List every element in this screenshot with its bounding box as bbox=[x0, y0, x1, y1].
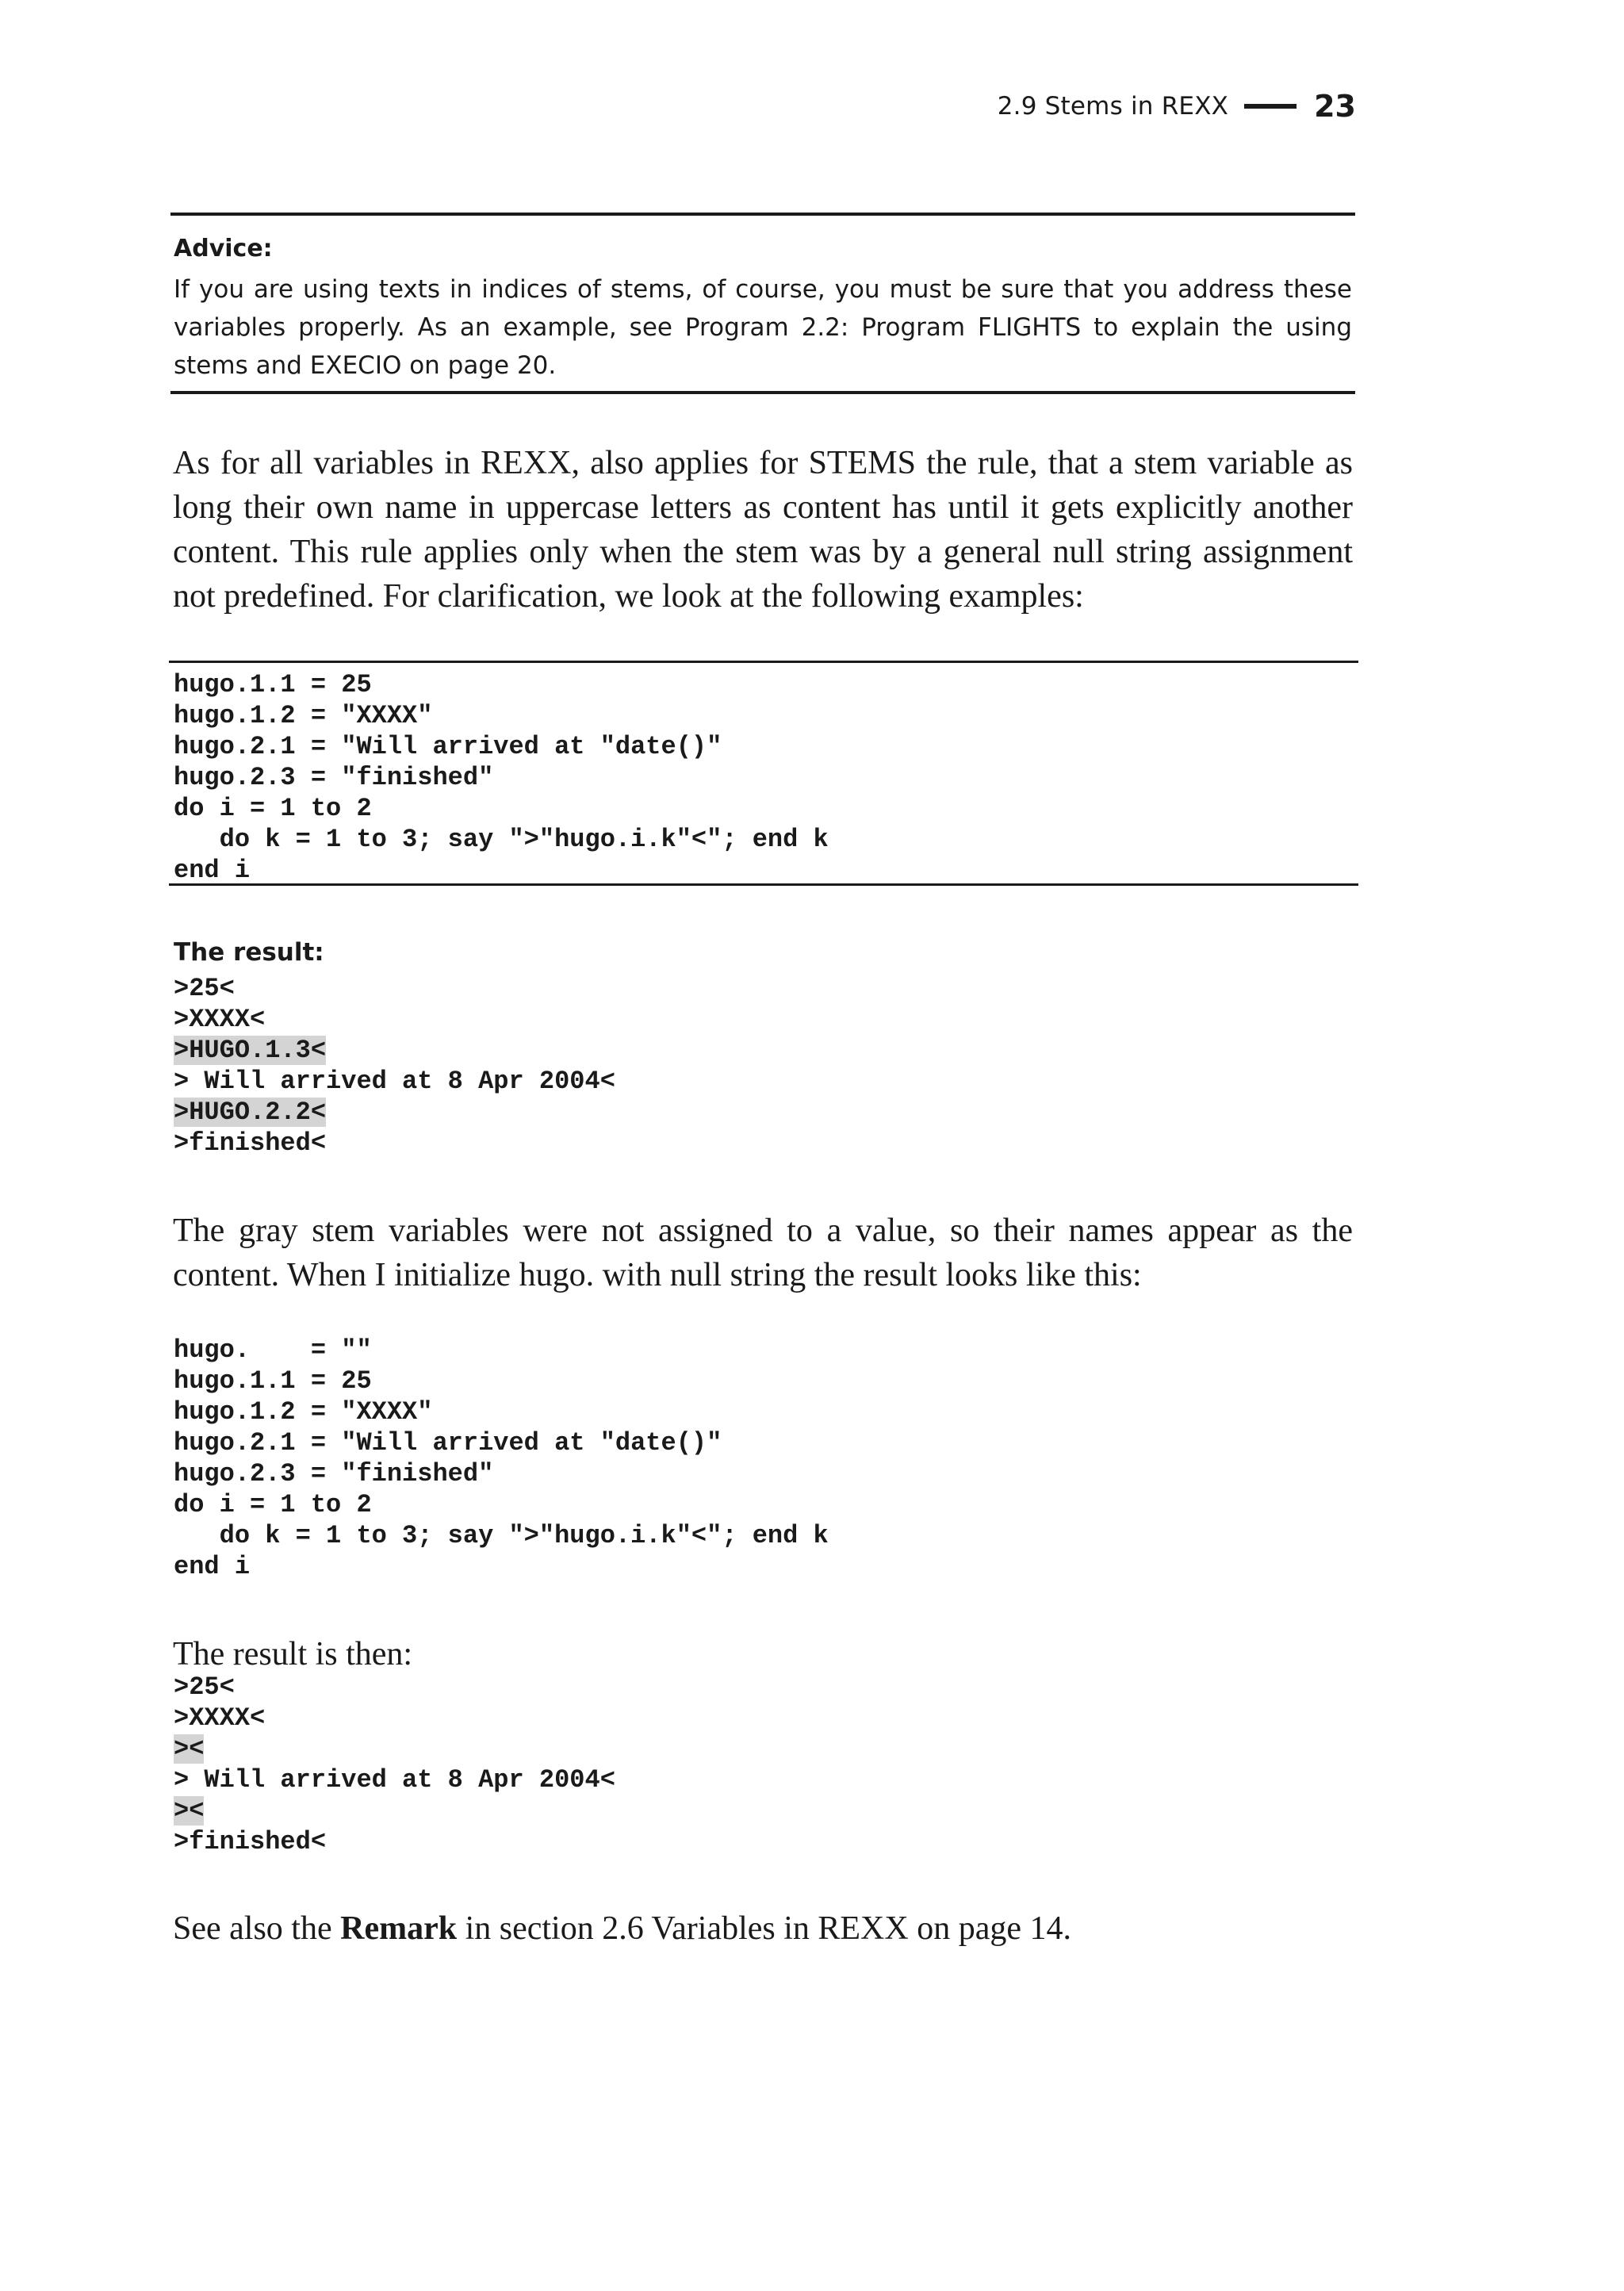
result-label: The result: bbox=[174, 938, 324, 967]
code-line: do i = 1 to 2 bbox=[174, 794, 372, 823]
output-line bbox=[174, 1764, 615, 1795]
code-line: end i bbox=[174, 1552, 251, 1581]
output-line bbox=[174, 1066, 615, 1097]
result-then-label: The result is then: bbox=[173, 1636, 413, 1672]
output-line bbox=[174, 1826, 615, 1857]
highlighted-output: >HUGO.2.2< bbox=[174, 1098, 327, 1127]
output-line bbox=[174, 1097, 615, 1128]
output-text: >finished< bbox=[174, 1128, 327, 1158]
code-block bbox=[174, 669, 1358, 886]
paragraph-gray-variables: The gray stem variables were not assigned to a value, so their names appear as the content. When I initialize hugo. with null string the result looks like this: bbox=[173, 1213, 1353, 1293]
highlighted-output: >< bbox=[174, 1796, 205, 1826]
output-text: > Will arrived at 8 Apr 2004< bbox=[174, 1067, 615, 1096]
result-output-2 bbox=[174, 1672, 615, 1857]
code-line: hugo.2.1 = "Will arrived at "date()" bbox=[174, 732, 722, 761]
code-line: hugo.1.1 = 25 bbox=[174, 1366, 372, 1396]
code-line: do k = 1 to 3; say ">"hugo.i.k"<"; end k bbox=[219, 1521, 829, 1550]
code-line: hugo.1.2 = "XXXX" bbox=[174, 1397, 433, 1427]
output-text: >XXXX< bbox=[174, 1005, 266, 1034]
code-line: hugo.2.3 = "finished" bbox=[174, 763, 494, 792]
advice-text: If you are using texts in indices of stems, of course, you must be sure that you address these variables properly. As an example, see Program 2.2: Program FLIGHTS to explain the using stems and EXECIO on page 20. bbox=[174, 275, 1352, 380]
code-example-2 bbox=[174, 1335, 829, 1582]
paragraph-stems-rule: As for all variables in REXX, also applies for STEMS the rule, that a stem variable as long their own name in uppercase letters as content has until it gets explicitly another content. This rule applies only when the stem was by a general null string assignment not predefined. For clarification, we look at the following examples: bbox=[173, 445, 1353, 615]
section-title: 2.9 Stems in REXX bbox=[997, 92, 1229, 121]
output-line bbox=[174, 1734, 615, 1764]
header-dash bbox=[1244, 104, 1297, 109]
paragraph-see-also bbox=[173, 1906, 1353, 1951]
output-text: >XXXX< bbox=[174, 1703, 266, 1733]
output-line bbox=[174, 1703, 615, 1734]
see-also-suffix: in section 2.6 Variables in REXX on page 14. bbox=[457, 1910, 1072, 1947]
running-header bbox=[998, 89, 1356, 124]
output-line bbox=[174, 1035, 615, 1066]
output-line bbox=[174, 1004, 615, 1035]
output-line bbox=[174, 1128, 615, 1159]
code-line: hugo.2.3 = "finished" bbox=[174, 1459, 494, 1488]
code-line: hugo. = "" bbox=[174, 1335, 372, 1365]
output-line bbox=[174, 973, 615, 1004]
code-line: do i = 1 to 2 bbox=[174, 1490, 372, 1519]
page-number: 23 bbox=[1314, 89, 1356, 124]
code-line: do k = 1 to 3; say ">"hugo.i.k"<"; end k bbox=[219, 825, 829, 854]
advice-label: Advice: bbox=[174, 235, 273, 262]
remark-bold: Remark bbox=[340, 1910, 458, 1947]
output-text: >finished< bbox=[174, 1827, 327, 1856]
output-line bbox=[174, 1795, 615, 1826]
advice-box bbox=[170, 213, 1355, 394]
code-line: hugo.1.1 = 25 bbox=[174, 670, 372, 699]
output-text: >25< bbox=[174, 974, 235, 1003]
see-also-prefix: See also the bbox=[173, 1910, 341, 1947]
result-output-1 bbox=[174, 973, 615, 1159]
code-line: hugo.2.1 = "Will arrived at "date()" bbox=[174, 1428, 722, 1458]
output-text: >25< bbox=[174, 1672, 235, 1702]
highlighted-output: >HUGO.1.3< bbox=[174, 1036, 327, 1065]
code-example-1 bbox=[169, 661, 1358, 886]
code-line: end i bbox=[174, 856, 251, 885]
output-text: > Will arrived at 8 Apr 2004< bbox=[174, 1765, 615, 1795]
code-line: hugo.1.2 = "XXXX" bbox=[174, 701, 433, 730]
output-line bbox=[174, 1672, 615, 1703]
highlighted-output: >< bbox=[174, 1734, 205, 1764]
